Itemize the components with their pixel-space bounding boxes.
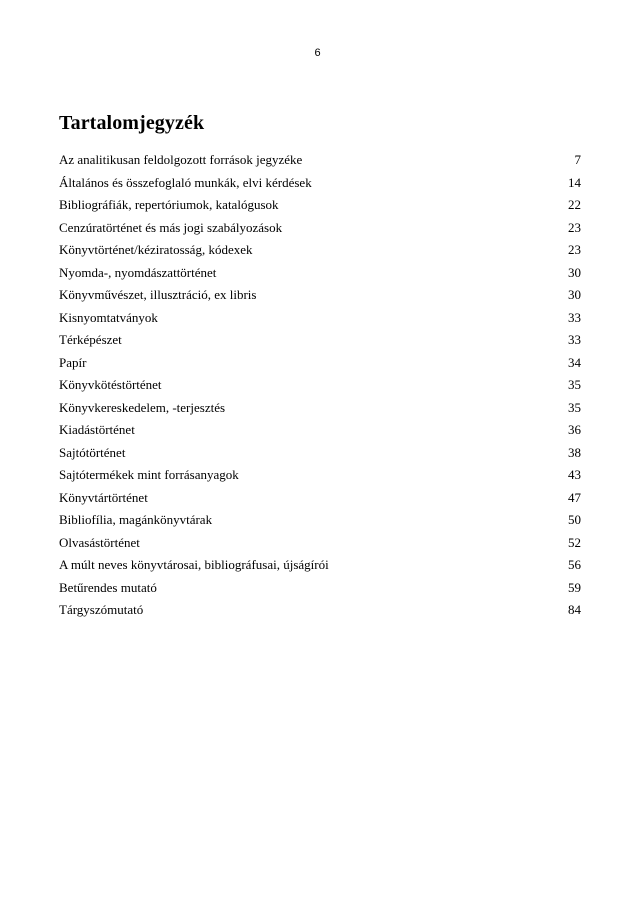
- toc-entry-label: Könyvművészet, illusztráció, ex libris: [59, 287, 257, 302]
- toc-entry-label: Térképészet: [59, 332, 122, 347]
- toc-entry-page: 38: [568, 444, 581, 460]
- toc-entry[interactable]: [59, 174, 581, 197]
- toc-entry[interactable]: [59, 264, 581, 287]
- toc-entry-label: Sajtótermékek mint forrásanyagok: [59, 467, 239, 482]
- toc-entry-label: Könyvkereskedelem, -terjesztés: [59, 399, 226, 415]
- toc-entry-page: 84: [568, 602, 581, 617]
- toc-entry[interactable]: [59, 219, 581, 242]
- toc-entry[interactable]: [59, 151, 581, 174]
- toc-entry[interactable]: [59, 421, 581, 444]
- toc-entry-page: 36: [568, 422, 581, 437]
- toc-entry[interactable]: [59, 309, 581, 332]
- toc-entry-label: Bibliofília, magánkönyvtárak: [59, 512, 213, 527]
- toc-entry[interactable]: [59, 399, 581, 422]
- toc-entry-page: 33: [568, 332, 581, 347]
- page-number: 6: [314, 47, 321, 59]
- toc-entry-page: 30: [568, 264, 581, 280]
- toc-entry-page: 30: [568, 287, 581, 302]
- toc-entry[interactable]: [59, 489, 581, 512]
- toc-entry-page: 23: [568, 219, 581, 235]
- toc-list: [59, 151, 581, 624]
- toc-entry[interactable]: [59, 376, 581, 399]
- toc-entry-label: Bibliográfiák, repertóriumok, katalógusok: [59, 197, 279, 212]
- toc-entry-page: 43: [568, 467, 581, 482]
- toc-entry[interactable]: [59, 556, 581, 579]
- toc-entry[interactable]: [59, 196, 581, 219]
- toc-entry-page: 52: [568, 534, 581, 550]
- toc-entry-label: Betűrendes mutató: [59, 579, 157, 595]
- toc-entry-page: 59: [568, 579, 581, 595]
- toc-entry-label: A múlt neves könyvtárosai, bibliográfusai, újságírói: [59, 557, 329, 572]
- toc-entry[interactable]: [59, 241, 581, 264]
- toc-entry-page: 47: [568, 489, 581, 505]
- toc-title: Tartalomjegyzék: [59, 112, 205, 134]
- toc-entry-page: 56: [568, 557, 581, 572]
- toc-entry-page: 50: [568, 512, 581, 527]
- toc-entry-label: Könyvtörténet/kéziratosság, kódexek: [59, 242, 253, 257]
- toc-entry-label: Kiadástörténet: [59, 422, 135, 437]
- toc-entry[interactable]: [59, 466, 581, 489]
- toc-entry-label: Sajtótörténet: [59, 444, 126, 460]
- toc-entry-page: 35: [568, 377, 581, 392]
- toc-entry-label: Olvasástörténet: [59, 534, 140, 550]
- toc-entry[interactable]: [59, 601, 581, 624]
- toc-entry[interactable]: [59, 511, 581, 534]
- toc-entry-label: Tárgyszómutató: [59, 602, 144, 617]
- toc-entry-label: Nyomda-, nyomdászattörténet: [59, 264, 217, 280]
- toc-entry-page: 34: [568, 354, 581, 370]
- toc-entry[interactable]: [59, 331, 581, 354]
- toc-entry[interactable]: [59, 534, 581, 557]
- toc-entry-page: 35: [568, 399, 581, 415]
- toc-entry-page: 23: [568, 242, 581, 257]
- toc-entry[interactable]: [59, 286, 581, 309]
- toc-entry[interactable]: [59, 354, 581, 377]
- toc-entry-label: Papír: [59, 354, 87, 370]
- toc-entry-label: Könyvtártörténet: [59, 489, 148, 505]
- toc-entry[interactable]: [59, 444, 581, 467]
- toc-entry-label: Kisnyomtatványok: [59, 309, 158, 325]
- toc-entry-label: Cenzúratörténet és más jogi szabályozások: [59, 219, 283, 235]
- toc-entry-page: 7: [574, 152, 581, 167]
- toc-entry-page: 14: [568, 174, 581, 190]
- toc-entry-page: 33: [568, 309, 581, 325]
- toc-entry[interactable]: [59, 579, 581, 602]
- toc-entry-label: Könyvkötéstörténet: [59, 377, 162, 392]
- toc-entry-label: Az analitikusan feldolgozott források jegyzéke: [59, 152, 303, 167]
- toc-entry-page: 22: [568, 197, 581, 212]
- toc-entry-label: Általános és összefoglaló munkák, elvi kérdések: [59, 174, 312, 190]
